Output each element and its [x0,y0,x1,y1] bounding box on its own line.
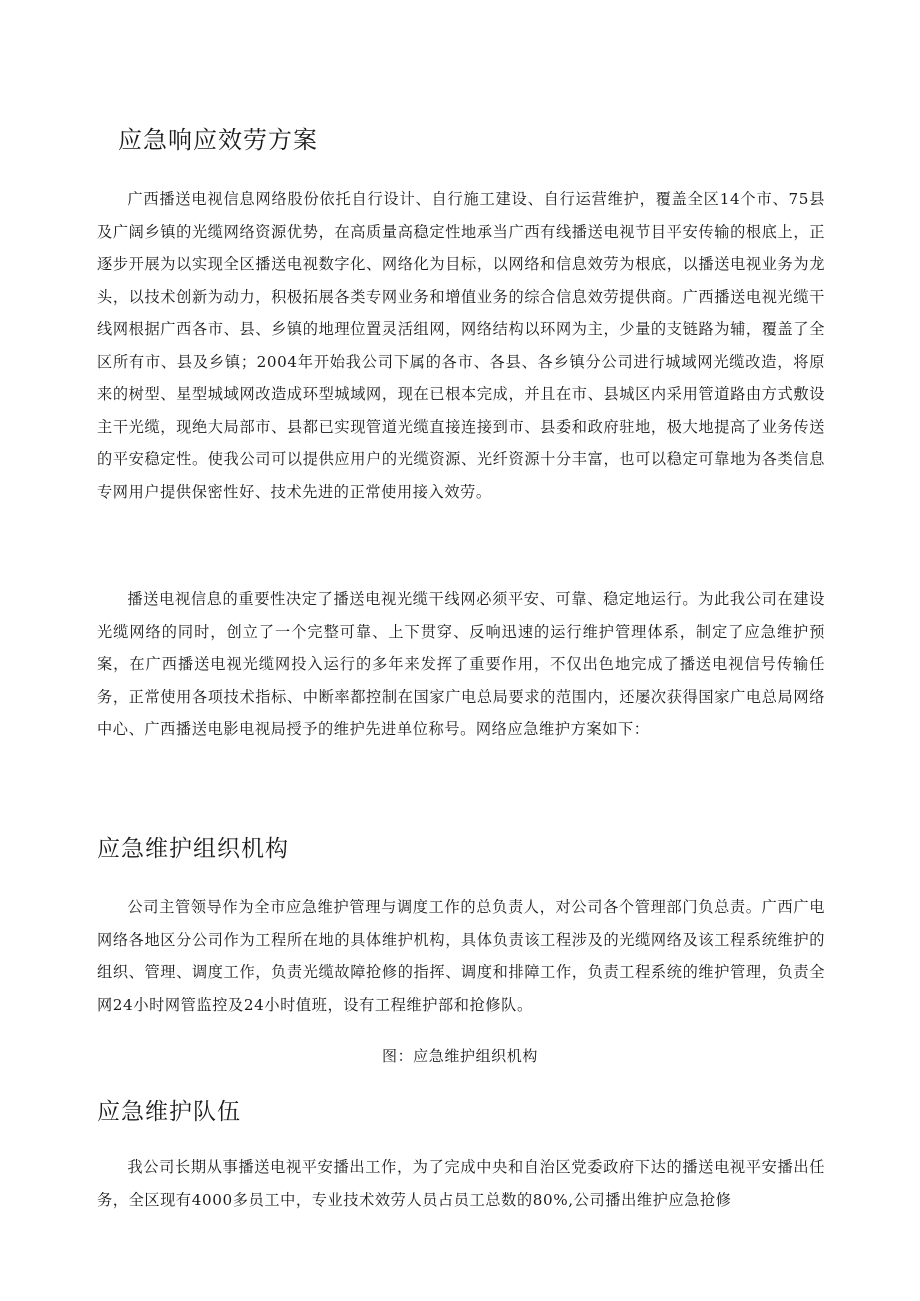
document-title: 应急响应效劳方案 [118,126,318,154]
intro-paragraph-1: 广西播送电视信息网络股份依托自行设计、自行施工建设、自行运营维护，覆盖全区14个市、75县及广阔乡镇的光缆网络资源优势，在高质量高稳定性地承当广西有线播送电视节目平安传输的根底上，正逐步开展为以实现全区播送电视数字化、网络化为目标，以网络和信息效劳为根底，以播送电视业务为龙头，以技术创新为动力，积极拓展各类专网业务和增值业务的综合信息效劳提供商。广西播送电视光缆干线网根据广西各市、县、乡镇的地理位置灵活组网，网络结构以环网为主，少量的支链路为辅，覆盖了全区所有市、县及乡镇；2004年开始我公司下属的各市、各县、各乡镇分公司进行城域网光缆改造，将原来的树型、星型城域网改造成环型城域网，现在已根本完成，并且在市、县城区内采用管道路由方式敷设主干光缆，现绝大局部市、县都已实现管道光缆直接连接到市、县委和政府驻地，极大地提高了业务传送的平安稳定性。使我公司可以提供应用户的光缆资源、光纤资源十分丰富，也可以稳定可靠地为各类信息专网用户提供保密性好、技术先进的正常使用接入效劳。 [97,190,825,501]
team-paragraph: 我公司长期从事播送电视平安播出工作，为了完成中央和自治区党委政府下达的播送电视平安播出任务，全区现有4000多员工中，专业技术效劳人员占员工总数的80%,公司播出维护应急抢修 [97,1158,825,1209]
intro-paragraph-2: 播送电视信息的重要性决定了播送电视光缆干线网必须平安、可靠、稳定地运行。为此我公司在建设光缆网络的同时，创立了一个完整可靠、上下贯穿、反响迅速的运行维护管理体系，制定了应急维护预案，在广西播送电视光缆网投入运行的多年来发挥了重要作用，不仅出色地完成了播送电视信号传输任务，正常使用各项技术指标、中断率都控制在国家广电总局要求的范围内，还屡次获得国家广电总局网络中心、广西播送电影电视局授予的维护先进单位称号。网络应急维护方案如下： [97,590,825,738]
section-heading-team: 应急维护队伍 [97,1099,241,1125]
org-paragraph: 公司主管领导作为全市应急维护管理与调度工作的总负责人，对公司各个管理部门负总责。广西广电网络各地区分公司作为工程所在地的具体维护机构，具体负责该工程涉及的光缆网络及该工程系统维护的组织、管理、调度工作，负责光缆故障抢修的指挥、调度和排障工作，负责工程系统的维护管理，负责全网24小时网管监控及24小时值班，设有工程维护部和抢修队。 [97,898,825,1014]
figure-caption: 图：应急维护组织机构 [381,1047,538,1065]
section-heading-org: 应急维护组织机构 [97,836,289,862]
